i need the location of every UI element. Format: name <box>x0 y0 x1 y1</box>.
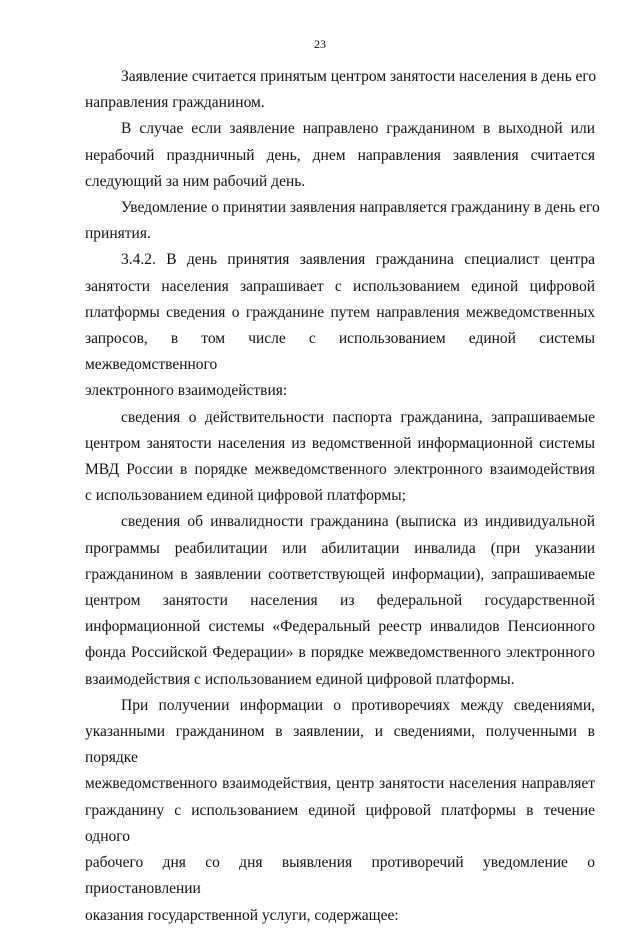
text-line: гражданином в заявлении соответствующей информации), запрашиваемые <box>85 565 595 583</box>
text-line: гражданину с использованием единой цифровой платформы в течение одного <box>85 801 595 845</box>
text-line: платформы сведения о гражданине путем направления межведомственных <box>85 303 595 321</box>
text-line: нерабочий праздничный день, днем направления заявления считается <box>85 146 595 164</box>
text-line: рабочего дня со дня выявления противоречий уведомление о приостановлении <box>85 854 595 898</box>
text-line: электронного взаимодействия: <box>85 382 288 400</box>
page-number: 23 <box>314 37 326 51</box>
text-line: занятости населения запрашивает с использованием единой цифровой <box>85 277 595 295</box>
text-line: с использованием единой цифровой платформы; <box>85 487 406 505</box>
text-line: запросов, в том числе с использованием единой системы межведомственного <box>85 330 595 374</box>
text-line: направления гражданином. <box>85 94 265 112</box>
text-line: информационной системы «Федеральный реестр инвалидов Пенсионного <box>85 618 595 636</box>
text-line: При получении информации о противоречиях между сведениями, <box>121 696 595 714</box>
text-line: указанными гражданином в заявлении, и сведениями, полученными в порядке <box>85 723 595 767</box>
text-line: следующий за ним рабочий день. <box>85 172 306 190</box>
paragraph <box>85 247 595 404</box>
text-line: принятия. <box>85 225 151 243</box>
text-line: Уведомление о принятии заявления направляется гражданину в день его <box>121 199 600 217</box>
text-line: оказания государственной услуги, содержащее: <box>85 906 399 924</box>
text-line: межведомственного взаимодействия, центр занятости населения направляет <box>85 775 595 793</box>
paragraph <box>85 509 595 692</box>
text-line: Заявление считается принятым центром занятости населения в день его <box>121 68 597 85</box>
text-line: центром занятости населения из ведомственной информационной системы <box>85 434 595 452</box>
paragraph <box>85 195 600 247</box>
text-line: программы реабилитации или абилитации инвалида (при указании <box>85 539 595 557</box>
text-line: сведения об инвалидности гражданина (выписка из индивидуальной <box>121 513 595 531</box>
paragraph <box>85 64 597 116</box>
text-line: сведения о действительности паспорта гражданина, запрашиваемые <box>121 408 595 426</box>
text-line: фонда Российской Федерации» в порядке межведомственного электронного <box>85 644 595 662</box>
paragraph <box>85 405 595 510</box>
document-body <box>85 64 600 929</box>
paragraph <box>85 693 595 929</box>
text-line: МВД России в порядке межведомственного электронного взаимодействия <box>85 461 595 479</box>
text-line: центром занятости населения из федеральной государственной <box>85 592 595 610</box>
text-line: 3.4.2. В день принятия заявления гражданина специалист центра <box>121 251 595 269</box>
paragraph <box>85 116 595 195</box>
text-line: взаимодействия с использованием единой цифровой платформы. <box>85 670 515 688</box>
text-line: В случае если заявление направлено гражданином в выходной или <box>121 120 595 138</box>
